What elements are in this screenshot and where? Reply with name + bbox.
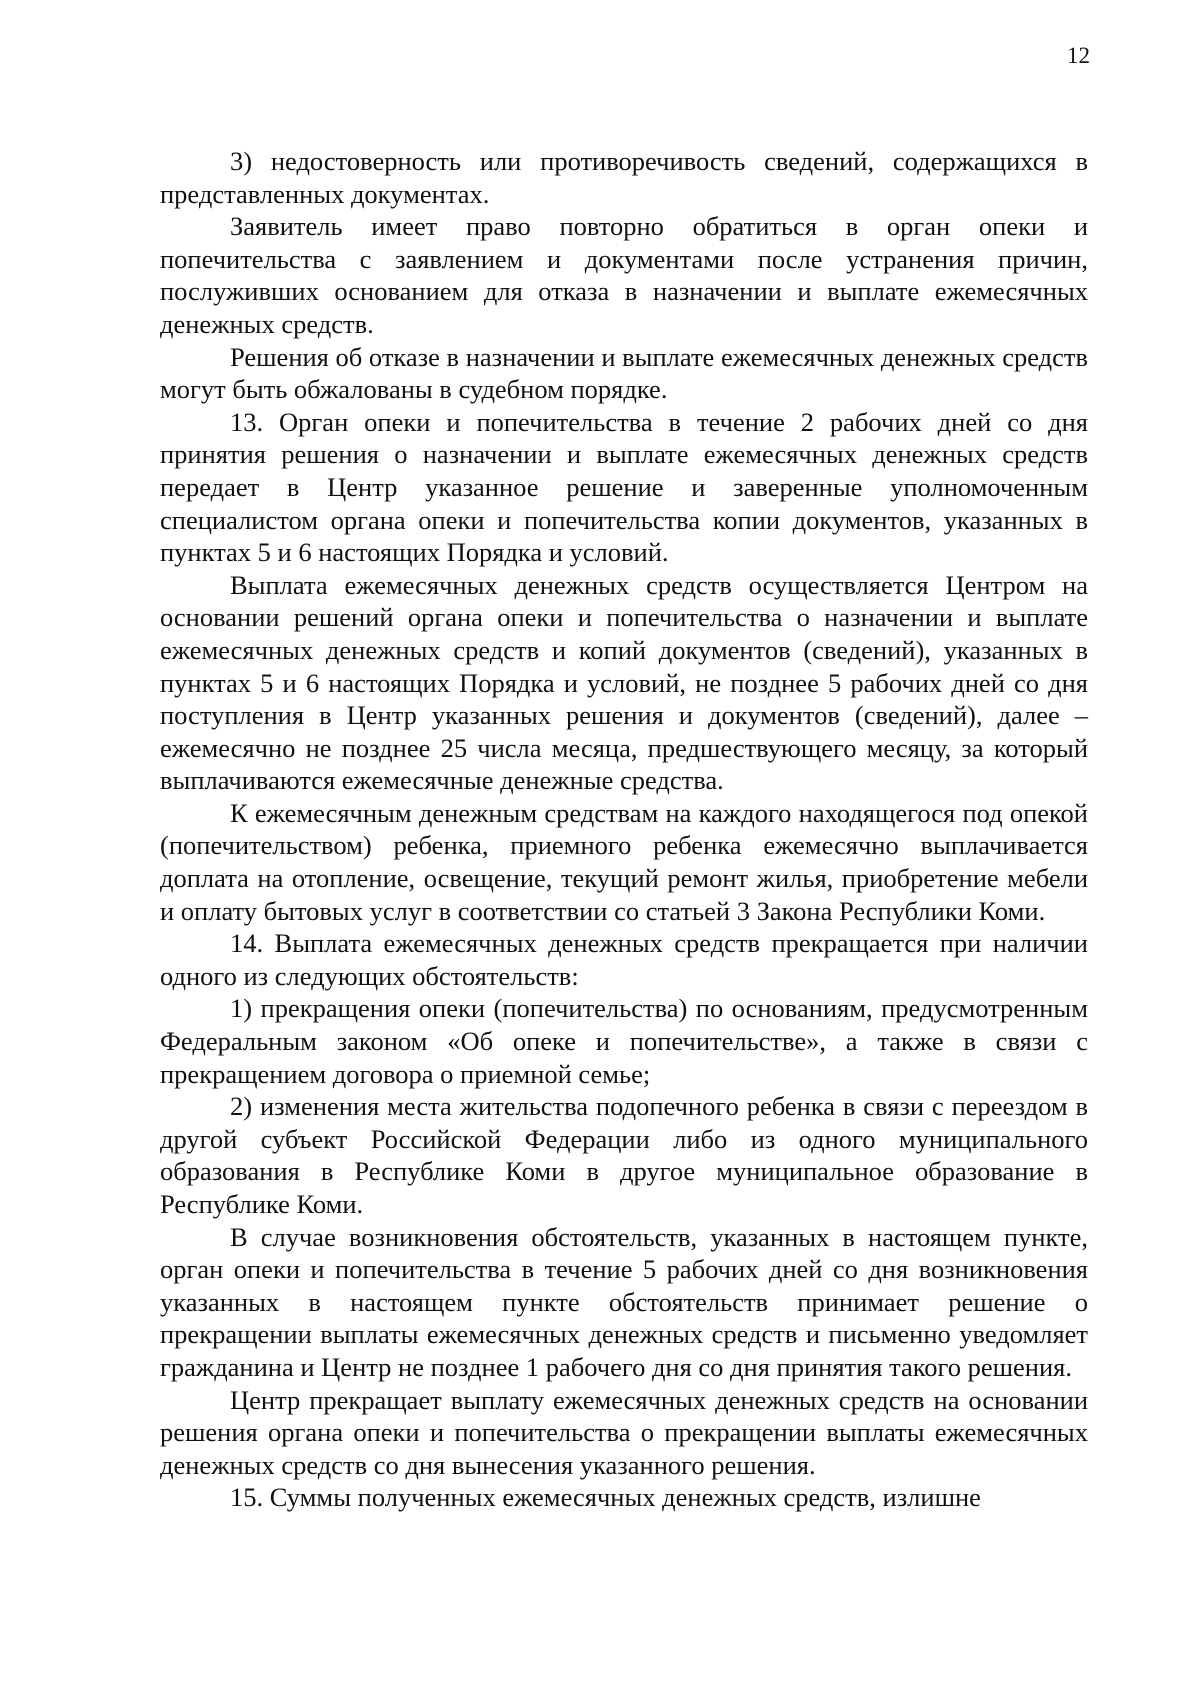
paragraph: Центр прекращает выплату ежемесячных денежных средств на основании решения органа опеки и попечительства о прекращении выплаты ежемесячных денежных средств со дня вынесения указанного решения. [160, 1384, 1088, 1480]
paragraph: 13. Орган опеки и попечительства в течение 2 рабочих дней со дня принятия решения о назначении и выплате ежемесячных денежных средств передает в Центр указанное решение и заверенные уполномоченным специалистом органа опеки и попечительства копии документов, указанных в пунктах 5 и 6 настоящих Порядка и условий. [160, 406, 1088, 568]
paragraph: Заявитель имеет право повторно обратиться в орган опеки и попечительства с заявлением и документами после устранения причин, послуживших основанием для отказа в назначении и выплате ежемесячных денежных средств. [160, 211, 1088, 339]
paragraph: К ежемесячным денежным средствам на каждого находящегося под опекой (попечительством) ребенка, приемного ребенка ежемесячно выплачивается доплата на отопление, освещение, текущий ремонт жилья, приобретение мебели и оплату бытовых услуг в соответствии со статьей 3 Закона Республики Коми. [160, 797, 1088, 926]
document-body [160, 145, 1088, 1514]
paragraph: 14. Выплата ежемесячных денежных средств прекращается при наличии одного из следующих обстоятельств: [160, 928, 1088, 991]
paragraph: 1) прекращения опеки (попечительства) по основаниям, предусмотренным Федеральным законом «Об опеке и попечительстве», а также в связи с прекращением договора о приемной семье; [160, 993, 1088, 1089]
paragraph: В случае возникновения обстоятельств, указанных в настоящем пункте, орган опеки и попечительства в течение 5 рабочих дней со дня возникновения указанных в настоящем пункте обстоятельств принимает решение о прекращении выплаты ежемесячных денежных средств и письменно уведомляет гражданина и Центр не позднее 1 рабочего дня со дня принятия такого решения. [160, 1221, 1088, 1382]
paragraph: 3) недостоверность или противоречивость сведений, содержащихся в представленных документах. [160, 146, 1088, 209]
paragraph: Решения об отказе в назначении и выплате ежемесячных денежных средств могут быть обжалованы в судебном порядке. [160, 341, 1088, 405]
paragraph: 2) изменения места жительства подопечного ребенка в связи с переездом в другой субъект Российской Федерации либо из одного муниципального образования в Республике Коми в другое муниципальное образование в Республике Коми. [160, 1091, 1088, 1219]
page-number: 12 [1067, 43, 1090, 68]
paragraph: 15. Суммы полученных ежемесячных денежных средств, излишне [230, 1482, 981, 1513]
paragraph: Выплата ежемесячных денежных средств осуществляется Центром на основании решений органа опеки и попечительства о назначении и выплате ежемесячных денежных средств и копий документов (сведений), указанных в пунктах 5 и 6 настоящих Порядка и условий, не позднее 5 рабочих дней со дня поступления в Центр указанных решения и документов (сведений), далее – ежемесячно не позднее 25 числа месяца, предшествующего месяцу, за который выплачиваются ежемесячные денежные средства. [160, 569, 1088, 796]
